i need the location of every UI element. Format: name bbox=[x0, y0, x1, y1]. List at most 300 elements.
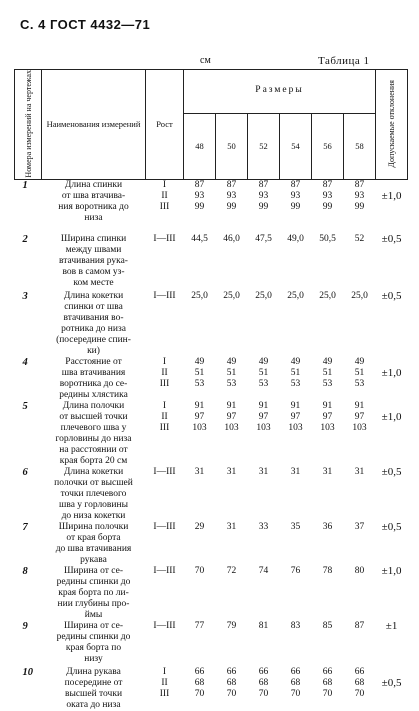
size-value: 66 bbox=[322, 666, 333, 677]
table-row bbox=[15, 667, 408, 711]
measure-name bbox=[42, 467, 146, 522]
measure-name bbox=[42, 180, 146, 234]
size-value-cell bbox=[280, 401, 312, 467]
measure-name-line: (посередине спин- bbox=[56, 334, 131, 345]
size-value: 87 bbox=[290, 180, 301, 191]
tolerance-cell bbox=[376, 467, 408, 522]
rost-value: III bbox=[159, 422, 170, 433]
measure-name-line: плечевого шва у bbox=[60, 422, 127, 433]
measure-name-line: полочки от высшей bbox=[54, 477, 133, 488]
table-row bbox=[15, 180, 408, 234]
size-value: 77 bbox=[194, 620, 205, 631]
size-value-cell bbox=[312, 566, 344, 621]
measure-name-line: Длина рукава bbox=[66, 666, 121, 677]
size-value: 93 bbox=[194, 191, 205, 202]
measure-name bbox=[42, 621, 146, 667]
size-value: 51 bbox=[226, 367, 237, 378]
size-value: 31 bbox=[354, 466, 365, 477]
size-value-cell bbox=[312, 621, 344, 667]
size-value: 80 bbox=[354, 565, 365, 576]
measure-number: 10 bbox=[22, 666, 33, 678]
tolerance-value: ±0,5 bbox=[381, 676, 402, 689]
rost-value: I—III bbox=[153, 521, 176, 532]
size-value: 53 bbox=[322, 378, 333, 389]
measure-name-line: посередине от bbox=[64, 677, 123, 688]
size-value: 68 bbox=[322, 677, 333, 688]
measure-number: 6 bbox=[22, 466, 28, 478]
rost-cell bbox=[146, 234, 184, 291]
size-value: 49 bbox=[290, 356, 301, 367]
size-value-cell bbox=[184, 566, 216, 621]
measure-number: 2 bbox=[22, 233, 28, 245]
size-value-cell bbox=[312, 467, 344, 522]
measure-name bbox=[42, 566, 146, 621]
size-value-cell bbox=[184, 357, 216, 401]
measure-name-line: воротника до се- bbox=[59, 378, 128, 389]
size-value: 81 bbox=[258, 620, 269, 631]
measure-name-line: Ширина от се- bbox=[63, 620, 124, 631]
size-value: 51 bbox=[194, 367, 205, 378]
size-value: 97 bbox=[354, 411, 365, 422]
size-value: 103 bbox=[320, 422, 335, 433]
measure-name-line: Длина спинки bbox=[64, 180, 123, 191]
measure-name-line: спинки от шва bbox=[64, 301, 123, 312]
rost-value: II bbox=[161, 191, 168, 202]
size-value: 31 bbox=[194, 466, 205, 477]
size-value: 70 bbox=[194, 565, 205, 576]
measure-name bbox=[42, 401, 146, 467]
measure-name-line: края борта по bbox=[65, 642, 122, 653]
size-value-cell bbox=[248, 291, 280, 357]
size-58-header: 58 bbox=[344, 113, 376, 180]
rost-cell bbox=[146, 291, 184, 357]
table-row bbox=[15, 357, 408, 401]
size-value-cell bbox=[280, 357, 312, 401]
size-value: 87 bbox=[322, 180, 333, 191]
size-value-cell bbox=[184, 621, 216, 667]
size-value-cell bbox=[280, 467, 312, 522]
measure-name bbox=[42, 291, 146, 357]
size-value: 91 bbox=[258, 400, 269, 411]
measure-number: 7 bbox=[22, 521, 28, 533]
rost-cell bbox=[146, 401, 184, 467]
size-value: 49 bbox=[226, 356, 237, 367]
measure-name-line: шва у горловины bbox=[59, 499, 128, 510]
size-value: 70 bbox=[354, 688, 365, 699]
rost-value: I bbox=[162, 666, 167, 677]
rost-value: II bbox=[161, 411, 168, 422]
size-value-cell bbox=[184, 401, 216, 467]
size-value-cell bbox=[216, 467, 248, 522]
rost-value: I—III bbox=[153, 466, 176, 477]
size-value-cell bbox=[280, 621, 312, 667]
table-row bbox=[15, 522, 408, 566]
size-value: 53 bbox=[354, 378, 365, 389]
size-value: 76 bbox=[290, 565, 301, 576]
measure-name-line: оката до низа bbox=[66, 699, 121, 710]
rost-value: I bbox=[162, 180, 167, 191]
col-number-header: Номера измерений на чертежах bbox=[15, 70, 42, 180]
tolerance-value: ±0,5 bbox=[381, 289, 402, 302]
tolerance-value: ±0,5 bbox=[381, 520, 402, 533]
measure-name-line: втачивания во- bbox=[63, 312, 124, 323]
measure-name-line: ком месте bbox=[73, 277, 114, 288]
size-value-cell bbox=[216, 234, 248, 291]
measure-name-line: Ширина от се- bbox=[63, 565, 124, 576]
size-value: 51 bbox=[290, 367, 301, 378]
tolerance-cell bbox=[376, 401, 408, 467]
size-value: 87 bbox=[258, 180, 269, 191]
size-value-cell bbox=[344, 401, 376, 467]
size-value: 52 bbox=[354, 233, 365, 244]
size-value: 66 bbox=[290, 666, 301, 677]
size-52-header: 52 bbox=[248, 113, 280, 180]
tolerance-value: ±0,5 bbox=[381, 232, 402, 245]
measure-name-line: нии глубины про- bbox=[57, 598, 130, 609]
size-value-cell bbox=[344, 667, 376, 711]
size-value: 51 bbox=[322, 367, 333, 378]
size-value: 44,5 bbox=[191, 233, 208, 244]
rost-value: I—III bbox=[153, 233, 176, 244]
col-tolerance-header: Допускаемые отклонения bbox=[376, 70, 408, 180]
tolerance-cell bbox=[376, 180, 408, 234]
tolerance-cell bbox=[376, 357, 408, 401]
size-value-cell bbox=[344, 522, 376, 566]
measure-name-line: до шва втачивания bbox=[55, 543, 132, 554]
size-value: 68 bbox=[194, 677, 205, 688]
size-value: 93 bbox=[258, 191, 269, 202]
size-value: 53 bbox=[258, 378, 269, 389]
measure-name-line: Ширина спинки bbox=[60, 233, 127, 244]
size-value-cell bbox=[248, 401, 280, 467]
size-value: 87 bbox=[194, 180, 205, 191]
measure-name-line: высшей точки bbox=[64, 688, 123, 699]
size-value-cell bbox=[312, 667, 344, 711]
size-value: 99 bbox=[354, 202, 365, 213]
size-value-cell bbox=[216, 522, 248, 566]
size-value: 70 bbox=[194, 688, 205, 699]
measure-number: 4 bbox=[22, 356, 28, 368]
size-value-cell bbox=[216, 667, 248, 711]
size-value: 103 bbox=[288, 422, 303, 433]
measure-name-line: от края борта bbox=[66, 532, 121, 543]
size-value-cell bbox=[280, 234, 312, 291]
size-value-cell bbox=[344, 291, 376, 357]
rost-cell bbox=[146, 522, 184, 566]
size-value: 31 bbox=[226, 466, 237, 477]
tolerance-cell bbox=[376, 621, 408, 667]
size-value: 99 bbox=[322, 202, 333, 213]
table-body bbox=[15, 180, 408, 711]
size-value: 74 bbox=[258, 565, 269, 576]
size-value-cell bbox=[312, 401, 344, 467]
size-value: 85 bbox=[322, 620, 333, 631]
measure-name-line: Длина кокетки bbox=[63, 466, 124, 477]
measure-name bbox=[42, 667, 146, 711]
measure-name-line: Длина кокетки bbox=[63, 290, 124, 301]
size-value: 93 bbox=[354, 191, 365, 202]
size-value-cell bbox=[184, 667, 216, 711]
rost-value: I bbox=[162, 400, 167, 411]
measure-number: 3 bbox=[22, 290, 28, 302]
size-value-cell bbox=[248, 522, 280, 566]
size-value: 68 bbox=[226, 677, 237, 688]
size-value: 66 bbox=[258, 666, 269, 677]
size-value-cell bbox=[344, 621, 376, 667]
size-value: 53 bbox=[194, 378, 205, 389]
rost-cell bbox=[146, 357, 184, 401]
size-value-cell bbox=[248, 357, 280, 401]
measure-name-line: от высшей точки bbox=[59, 411, 128, 422]
size-value: 91 bbox=[290, 400, 301, 411]
size-value: 31 bbox=[258, 466, 269, 477]
size-value: 25,0 bbox=[351, 290, 368, 301]
size-value-cell bbox=[184, 467, 216, 522]
size-value: 68 bbox=[258, 677, 269, 688]
tolerance-cell bbox=[376, 291, 408, 357]
size-value: 35 bbox=[290, 521, 301, 532]
rost-cell bbox=[146, 566, 184, 621]
measure-number: 8 bbox=[22, 565, 28, 577]
size-value: 93 bbox=[322, 191, 333, 202]
measure-number: 9 bbox=[22, 620, 28, 632]
tolerance-value: ±1,0 bbox=[381, 190, 402, 203]
rost-cell bbox=[146, 467, 184, 522]
size-value: 83 bbox=[290, 620, 301, 631]
size-value: 49 bbox=[354, 356, 365, 367]
measure-name-line: шва втачивания bbox=[61, 367, 126, 378]
tolerance-value: ±1,0 bbox=[381, 366, 402, 379]
size-value: 78 bbox=[322, 565, 333, 576]
size-value: 66 bbox=[354, 666, 365, 677]
measure-name-line: низа bbox=[84, 213, 103, 224]
measurements-table bbox=[14, 69, 408, 711]
size-value: 91 bbox=[354, 400, 365, 411]
rost-value: I—III bbox=[153, 290, 176, 301]
size-value: 97 bbox=[258, 411, 269, 422]
size-value: 93 bbox=[290, 191, 301, 202]
size-value: 91 bbox=[194, 400, 205, 411]
rost-value: II bbox=[161, 367, 168, 378]
measure-name-line: редины спинки до bbox=[56, 631, 131, 642]
size-value: 25,0 bbox=[255, 290, 272, 301]
size-value-cell bbox=[216, 401, 248, 467]
size-value: 49 bbox=[258, 356, 269, 367]
unit-label: см bbox=[200, 55, 211, 66]
table-row bbox=[15, 234, 408, 291]
size-value-cell bbox=[312, 234, 344, 291]
measure-name-line: Ширина полочки bbox=[58, 521, 129, 532]
size-value: 29 bbox=[194, 521, 205, 532]
size-value: 47,5 bbox=[255, 233, 272, 244]
size-value: 103 bbox=[256, 422, 271, 433]
measure-name-line: Длина полочки bbox=[62, 400, 125, 411]
measure-name-line: до низа кокетки bbox=[61, 510, 126, 521]
size-value: 87 bbox=[354, 620, 365, 631]
size-value-cell bbox=[312, 357, 344, 401]
rost-cell bbox=[146, 621, 184, 667]
measure-name-line: втачивания рука- bbox=[59, 255, 128, 266]
size-value-cell bbox=[344, 357, 376, 401]
size-value: 87 bbox=[354, 180, 365, 191]
size-value: 103 bbox=[192, 422, 207, 433]
size-value: 70 bbox=[290, 688, 301, 699]
rost-value: I—III bbox=[153, 565, 176, 576]
size-value: 70 bbox=[226, 688, 237, 699]
size-value-cell bbox=[344, 180, 376, 234]
size-value-cell bbox=[280, 291, 312, 357]
tolerance-cell bbox=[376, 667, 408, 711]
rost-value: I bbox=[162, 356, 167, 367]
measure-number: 5 bbox=[22, 400, 28, 412]
size-value: 50,5 bbox=[319, 233, 336, 244]
rost-cell bbox=[146, 667, 184, 711]
measure-name-line: горловины до низа bbox=[55, 433, 132, 444]
tolerance-value: ±1,0 bbox=[381, 564, 402, 577]
size-value: 66 bbox=[194, 666, 205, 677]
rost-value: III bbox=[159, 688, 170, 699]
size-value: 79 bbox=[226, 620, 237, 631]
measure-name-line: ния воротника до bbox=[58, 202, 129, 213]
measure-name-line: рукава bbox=[80, 554, 107, 565]
tolerance-value: ±1 bbox=[385, 619, 398, 632]
measure-name-line: края борта по ли- bbox=[58, 587, 129, 598]
size-value: 99 bbox=[226, 202, 237, 213]
measure-name-line: Расстояние от bbox=[65, 356, 122, 367]
tolerance-value: ±0,5 bbox=[381, 465, 402, 478]
size-value: 51 bbox=[258, 367, 269, 378]
size-value: 25,0 bbox=[191, 290, 208, 301]
table-row bbox=[15, 291, 408, 357]
size-value-cell bbox=[184, 234, 216, 291]
size-56-header: 56 bbox=[312, 113, 344, 180]
size-value-cell bbox=[248, 566, 280, 621]
measure-name-line: низу bbox=[84, 653, 103, 664]
size-value-cell bbox=[184, 180, 216, 234]
size-value: 51 bbox=[354, 367, 365, 378]
rost-value: II bbox=[161, 677, 168, 688]
measure-name bbox=[42, 357, 146, 401]
size-value: 36 bbox=[322, 521, 333, 532]
size-value: 31 bbox=[290, 466, 301, 477]
size-value: 68 bbox=[354, 677, 365, 688]
tolerance-cell bbox=[376, 566, 408, 621]
col-name-header: Наименования измерений bbox=[42, 70, 146, 180]
table-row bbox=[15, 467, 408, 522]
size-value: 25,0 bbox=[319, 290, 336, 301]
rost-value: I—III bbox=[153, 620, 176, 631]
size-value: 99 bbox=[290, 202, 301, 213]
measure-name-line: ймы bbox=[84, 609, 103, 620]
size-value: 91 bbox=[322, 400, 333, 411]
size-value: 53 bbox=[226, 378, 237, 389]
size-value: 72 bbox=[226, 565, 237, 576]
size-value: 99 bbox=[258, 202, 269, 213]
measure-name-line: вов в самом уз- bbox=[62, 266, 125, 277]
rost-value: III bbox=[159, 378, 170, 389]
size-value: 46,0 bbox=[223, 233, 240, 244]
size-value: 70 bbox=[322, 688, 333, 699]
page-header: С. 4 ГОСТ 4432—71 bbox=[20, 17, 151, 32]
size-value-cell bbox=[280, 180, 312, 234]
measure-name-line: от шва втачива- bbox=[61, 191, 126, 202]
size-value-cell bbox=[312, 291, 344, 357]
size-value: 93 bbox=[226, 191, 237, 202]
table-row bbox=[15, 566, 408, 621]
rost-value: III bbox=[159, 202, 170, 213]
size-value-cell bbox=[280, 566, 312, 621]
table-row bbox=[15, 621, 408, 667]
size-value-cell bbox=[280, 667, 312, 711]
measure-name-line: точки плечевого bbox=[60, 488, 127, 499]
size-value-cell bbox=[216, 291, 248, 357]
size-value: 87 bbox=[226, 180, 237, 191]
size-value: 103 bbox=[224, 422, 239, 433]
size-value-cell bbox=[344, 566, 376, 621]
measure-name bbox=[42, 234, 146, 291]
size-value-cell bbox=[280, 522, 312, 566]
size-value: 66 bbox=[226, 666, 237, 677]
size-value: 97 bbox=[290, 411, 301, 422]
size-value-cell bbox=[184, 522, 216, 566]
size-value-cell bbox=[216, 566, 248, 621]
col-sizes-header: Размеры bbox=[184, 70, 376, 114]
size-value: 31 bbox=[322, 466, 333, 477]
size-value: 97 bbox=[226, 411, 237, 422]
measure-name-line: редины спинки до bbox=[56, 576, 131, 587]
size-value: 91 bbox=[226, 400, 237, 411]
size-value: 49 bbox=[322, 356, 333, 367]
size-value: 25,0 bbox=[287, 290, 304, 301]
size-value: 103 bbox=[352, 422, 367, 433]
size-value: 49 bbox=[194, 356, 205, 367]
size-value-cell bbox=[312, 180, 344, 234]
size-value: 31 bbox=[226, 521, 237, 532]
size-54-header: 54 bbox=[280, 113, 312, 180]
tolerance-value: ±1,0 bbox=[381, 410, 402, 423]
size-value: 53 bbox=[290, 378, 301, 389]
measure-name-line: ки) bbox=[87, 345, 100, 356]
size-value: 99 bbox=[194, 202, 205, 213]
size-48-header: 48 bbox=[184, 113, 216, 180]
size-value: 97 bbox=[194, 411, 205, 422]
table-caption: Таблица 1 bbox=[318, 55, 370, 67]
size-value-cell bbox=[344, 234, 376, 291]
measure-name-line: редины хлястика bbox=[59, 389, 128, 400]
size-50-header: 50 bbox=[216, 113, 248, 180]
size-value-cell bbox=[248, 234, 280, 291]
size-value: 70 bbox=[258, 688, 269, 699]
table-row bbox=[15, 401, 408, 467]
size-value-cell bbox=[184, 291, 216, 357]
measure-name-line: ротника до низа bbox=[61, 323, 126, 334]
size-value-cell bbox=[248, 621, 280, 667]
tolerance-cell bbox=[376, 234, 408, 291]
tolerance-cell bbox=[376, 522, 408, 566]
size-value-cell bbox=[344, 467, 376, 522]
size-value-cell bbox=[216, 357, 248, 401]
measure-name-line: на расстоянии от bbox=[59, 444, 128, 455]
size-value-cell bbox=[312, 522, 344, 566]
size-value: 49,0 bbox=[287, 233, 304, 244]
size-value-cell bbox=[248, 467, 280, 522]
size-value: 37 bbox=[354, 521, 365, 532]
measure-name-line: края борта 20 см bbox=[59, 455, 128, 466]
size-value-cell bbox=[216, 180, 248, 234]
col-rost-header: Рост bbox=[146, 70, 184, 180]
measure-name bbox=[42, 522, 146, 566]
measure-number: 1 bbox=[22, 180, 28, 192]
